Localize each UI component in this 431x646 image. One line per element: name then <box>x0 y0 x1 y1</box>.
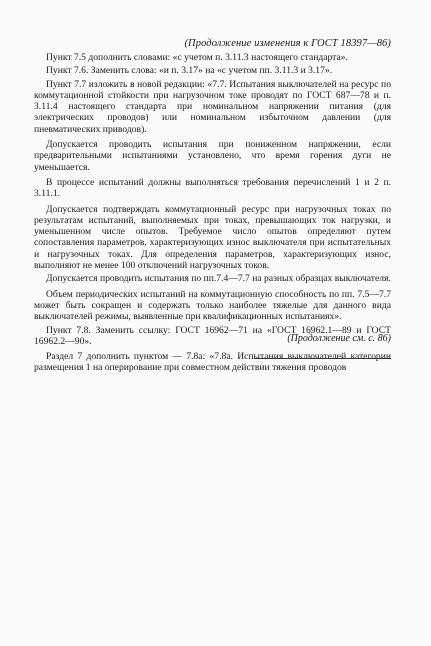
paragraph: Пункт 7.5 дополнить словами: «с учетом п. 3.11.3 настоящего стандарта». <box>46 52 348 63</box>
paragraph: Пункт 7.8. Заменить ссылку: ГОСТ 16962—71 на «ГОСТ 16962.1—89 и ГОСТ 16962.2—90». <box>34 324 391 347</box>
paragraph: В процессе испытаний должны выполняться требования перечислений 1 и 2 п. 3.11.1. <box>34 176 391 200</box>
continuation-note: (Продолжение см. с. 86) <box>287 333 391 344</box>
paragraph: Объем периодических испытаний на коммутационную способность по пп. 7.5—7.7 может быть сокращен и содержать только наиболее тяжелые для данного вида выключателей режимы, выявленные при квалификационных испытаниях». <box>34 288 391 323</box>
paragraph: Допускается проводить испытания при пониженном напряжении, если предварительными испытаниями установлено, что время горения дуги не уменьшается. <box>34 139 391 173</box>
page-header: (Продолжение изменения к ГОСТ 18397—86) <box>184 38 391 49</box>
paragraph: Раздел 7 дополнить пунктом — 7.8а: «7.8а. Испытания выключателей категории размещения 1 на оперирование при совместном действии тяжения проводов <box>34 351 391 374</box>
paragraph: Допускается проводить испытания по пп.7.4—7.7 на разных образцах выключателя. <box>46 273 391 285</box>
paragraph: Пункт 7.7 изложить в новой редакции: «7.7. Испытания выключателей на ресурс по коммутационной стойкости при нагрузочном токе проводят по ГОСТ 687—78 и п. 3.11.4 настоящего стандарта при номинальном напряжении питания (для электрических проводов) или номинальном избыточном давлении (для пневматических приводов). <box>34 78 391 135</box>
divider-line <box>255 358 391 359</box>
body-text <box>34 52 391 376</box>
paragraph: Допускается подтверждать коммутационный ресурс при нагрузочных токах по результатам испытаний, выполняемых при токах, превышающих ток нагрузки, и уменьшенном числе опытов. Требуемое число опытов определяют путем сопоставления параметров, характеризующих износ выключателя при испытательных и нагрузочных токах. Для определения параметров, характеризующих износ, выполняют не менее 100 отключений нагрузочных токов. <box>34 203 391 272</box>
paragraph: Пункт 7.6. Заменить слова: «и п. 3.17» на «с учетом пп. 3.11.3 и 3.17». <box>46 65 333 77</box>
